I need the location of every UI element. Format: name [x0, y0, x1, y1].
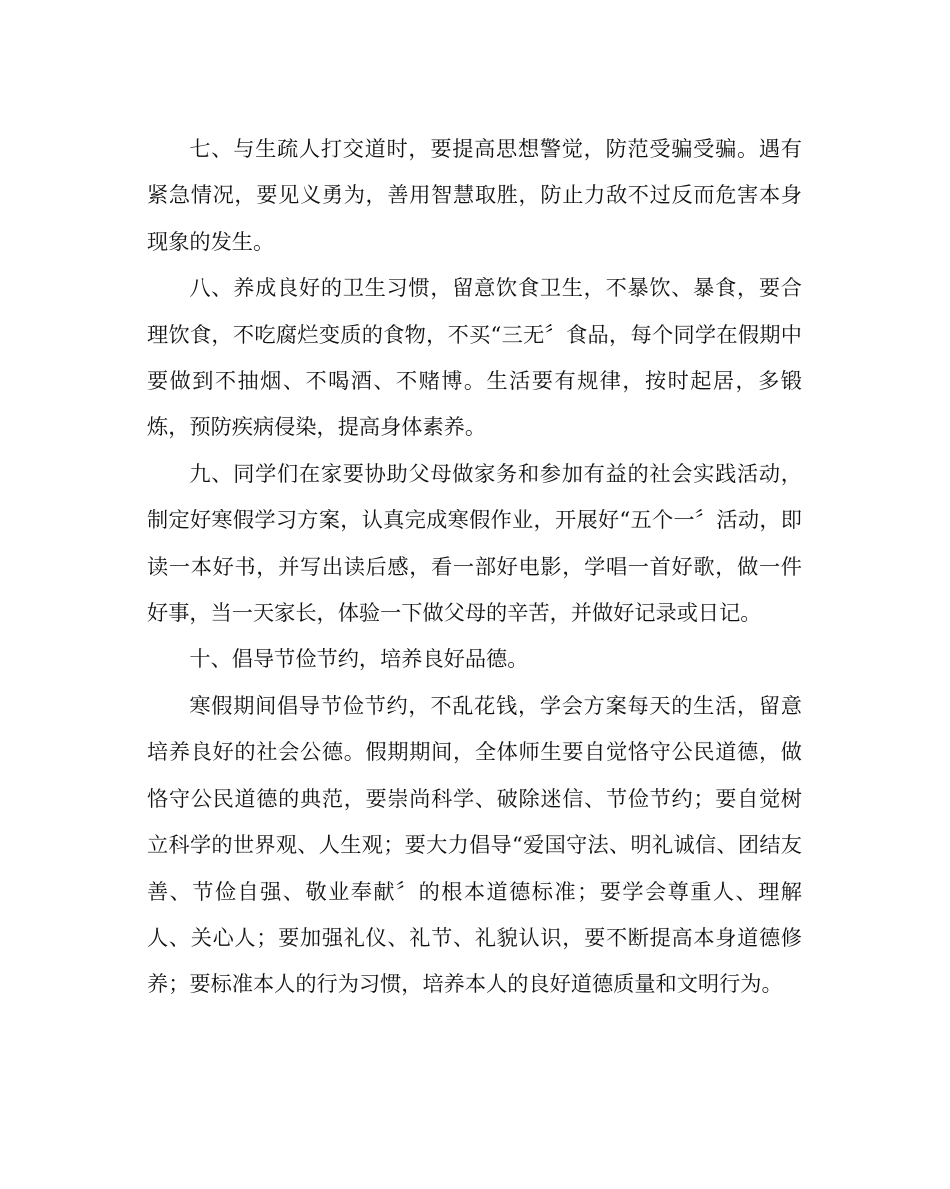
paragraph-seven: 七、与生疏人打交道时，要提高思想警觉，防范受骗受骗。遇有紧急情况，要见义勇为，善用智慧取胜，防止力敌不过反而危害本身现象的发生。 — [147, 136, 802, 254]
paragraph-eight: 八、养成良好的卫生习惯，留意饮食卫生，不暴饮、暴食，要合理饮食，不吃腐烂变质的食物，不买“三无〞食品，每个同学在假期中要做到不抽烟、不喝酒、不赌博。生活要有规律，按时起居，多锻炼，预防疾病侵染，提高身体素养。 — [147, 275, 802, 440]
paragraph-ten-body: 寒假期间倡导节俭节约，不乱花钱，学会方案每天的生活，留意培养良好的社会公德。假期期间，全体师生要自觉恪守公民道德，做恪守公民道德的典范，要崇尚科学、破除迷信、节俭节约；要自觉树立科学的世界观、人生观；要大力倡导“爱国守法、明礼诚信、团结友善、节俭自强、敬业奉献〞的根本道德标准；要学会尊重人、理解人、关心人；要加强礼仪、礼节、礼貌认识，要不断提高本身道德修养；要标准本人的行为习惯，培养本人的良好道德质量和文明行为。 — [147, 692, 802, 997]
paragraph-ten-heading: 十、倡导节俭节约，培养良好品德。 — [189, 646, 529, 672]
document-body — [147, 126, 802, 1008]
paragraph-nine: 九、同学们在家要协助父母做家务和参加有益的社会实践活动，制定好寒假学习方案，认真完成寒假作业，开展好“五个一〞活动，即读一本好书，并写出读后感，看一部好电影，学唱一首好歌，做一件好事，当一天家长，体验一下做父母的辛苦，并做好记录或日记。 — [147, 460, 802, 626]
